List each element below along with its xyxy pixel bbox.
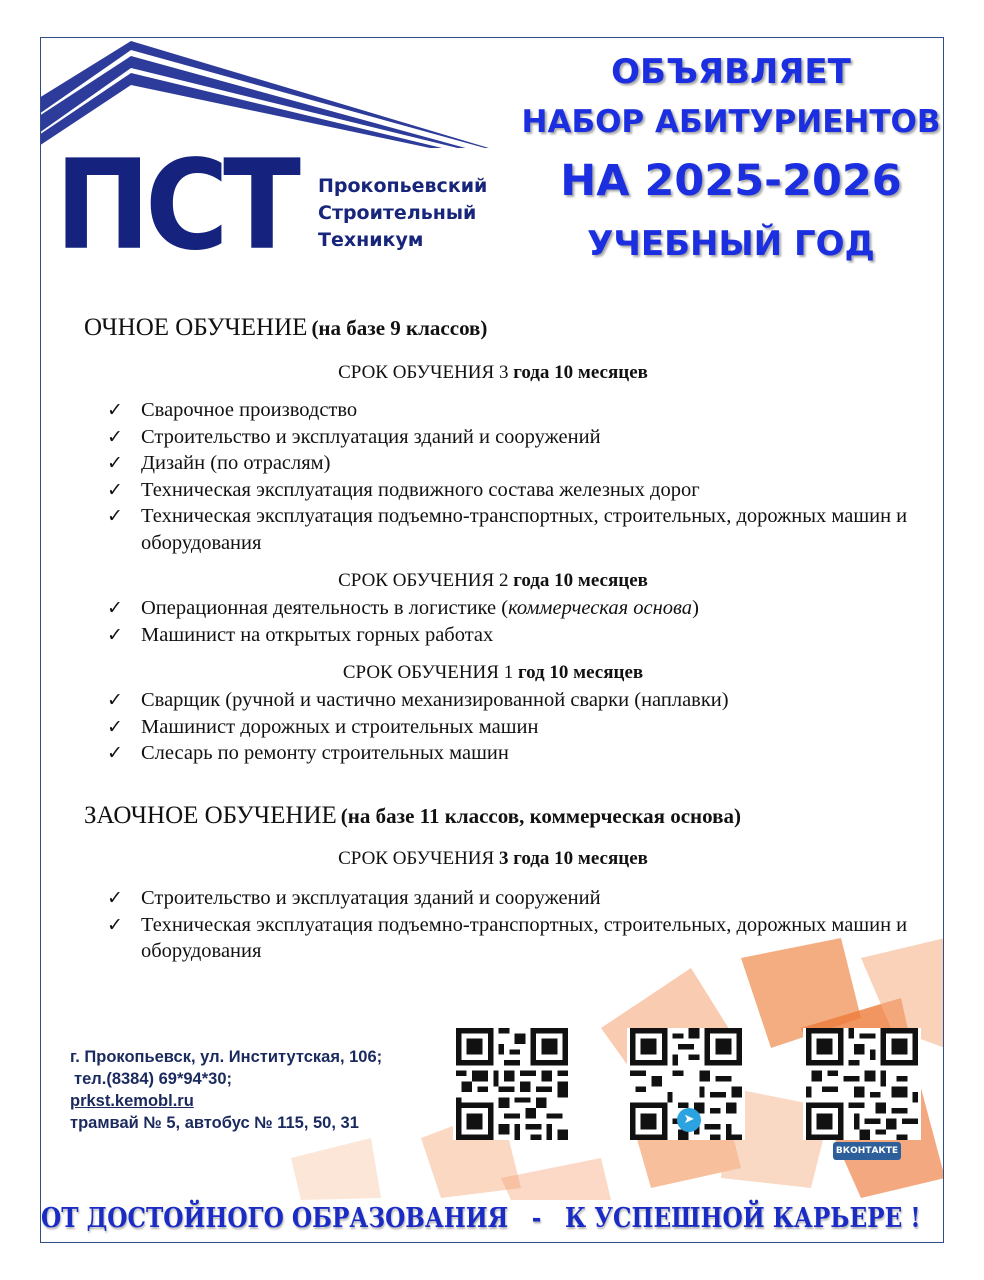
list-item: ✓ Техническая эксплуатация подъемно-транспортных, строительных, дорожных машин и оборудования (107, 913, 908, 962)
phone: тел.(8384) 69*94*30; (74, 1070, 232, 1088)
check-icon: ✓ (107, 887, 123, 909)
term-suffix: год 10 месяцев (517, 662, 644, 683)
college-name (318, 173, 487, 254)
term-prefix: СРОК ОБУЧЕНИЯ 3 (338, 362, 509, 383)
list-item: ✓ Слесарь по ремонту строительных машин (107, 740, 927, 767)
website-link[interactable]: prkst.kemobl.ru (70, 1092, 194, 1110)
full-time-heading (84, 314, 487, 342)
headline-line4: УЧЕБНЫЙ ГОД (587, 224, 875, 264)
term-label (41, 848, 944, 870)
list-item: ✓ Машинист дорожных и строительных машин (107, 714, 927, 741)
check-icon: ✓ (107, 425, 123, 448)
telegram-icon: ➤ (677, 1108, 701, 1132)
slogan-left: ОТ ДОСТОЙНОГО ОБРАЗОВАНИЯ (41, 1203, 509, 1234)
check-icon: ✓ (107, 623, 123, 646)
list-item: ✓ Техническая эксплуатация подвижного состава железных дорог (107, 477, 927, 504)
headline-line3: НА 2025-2026 (560, 156, 902, 206)
part-time-heading (84, 802, 741, 830)
transport-info: трамвай № 5, автобус № 115, 50, 31 (70, 1114, 359, 1132)
full-time-basis: (на базе 9 классов) (311, 316, 488, 340)
qr-code-1[interactable] (453, 1028, 571, 1140)
list-item: ✓ Операционная деятельность в логистике (коммерческая основа) (107, 595, 927, 622)
contact-block (70, 1046, 382, 1134)
slogan-dash: - (531, 1203, 542, 1234)
list-item: ✓ Техническая эксплуатация подъемно-транспортных, строительных, дорожных машин и оборудования (107, 505, 908, 554)
term-prefix: СРОК ОБУЧЕНИЯ (338, 848, 495, 869)
term-label (41, 362, 944, 384)
check-icon: ✓ (107, 478, 123, 501)
check-icon: ✓ (107, 913, 123, 936)
check-icon: ✓ (107, 399, 123, 421)
term-suffix: года 10 месяцев (513, 362, 648, 383)
poster (40, 37, 944, 1243)
program-list (107, 595, 927, 648)
check-icon: ✓ (107, 689, 123, 711)
college-name-line2: Строительный (318, 202, 477, 224)
term-label (41, 570, 944, 592)
check-icon: ✓ (107, 452, 123, 474)
part-time-basis: (на базе 11 классов, коммерческая основа) (340, 804, 741, 828)
full-time-title: ОЧНОЕ ОБУЧЕНИЕ (84, 314, 308, 341)
term-suffix: 3 года 10 месяцев (498, 848, 648, 869)
list-item: ✓ Сварщик (ручной и частично механизированной сварки (наплавки) (107, 687, 927, 714)
term-suffix: года 10 месяцев (513, 570, 648, 591)
list-item: ✓ Дизайн (по отраслям) (107, 450, 927, 477)
check-icon: ✓ (107, 715, 123, 738)
term-prefix: СРОК ОБУЧЕНИЯ 1 (342, 662, 514, 683)
term-label (41, 662, 944, 684)
vk-badge: ВКОНТАКТЕ (833, 1142, 901, 1160)
college-name-line3: Техникум (318, 229, 424, 251)
check-icon: ✓ (107, 597, 123, 619)
part-time-title: ЗАОЧНОЕ ОБУЧЕНИЕ (84, 802, 337, 829)
headline-line2: НАБОР АБИТУРИЕНТОВ (521, 104, 941, 140)
list-item: ✓ Строительство и эксплуатация зданий и сооружений (107, 424, 927, 451)
college-name-line1: Прокопьевский (318, 175, 488, 197)
list-item: ✓ Строительство и эксплуатация зданий и сооружений (107, 885, 927, 912)
logo-letters: ПСТ (55, 134, 296, 278)
qr-code-vk[interactable] (803, 1028, 921, 1140)
check-icon: ✓ (107, 742, 123, 764)
slogan (41, 1203, 921, 1234)
headline-line1: ОБЪЯВЛЯЕТ (611, 52, 851, 92)
address: г. Прокопьевск, ул. Институтская, 106; (70, 1048, 383, 1066)
slogan-right: К УСПЕШНОЙ КАРЬЕРЕ ! (564, 1203, 921, 1234)
logo-roof-graphic (40, 38, 539, 148)
list-item: ✓ Машинист на открытых горных работах (107, 622, 927, 649)
program-list (107, 687, 927, 767)
check-icon: ✓ (107, 505, 123, 527)
term-prefix: СРОК ОБУЧЕНИЯ 2 (338, 570, 509, 591)
list-item: ✓ Сварочное производство (107, 397, 927, 424)
program-list (107, 397, 927, 556)
